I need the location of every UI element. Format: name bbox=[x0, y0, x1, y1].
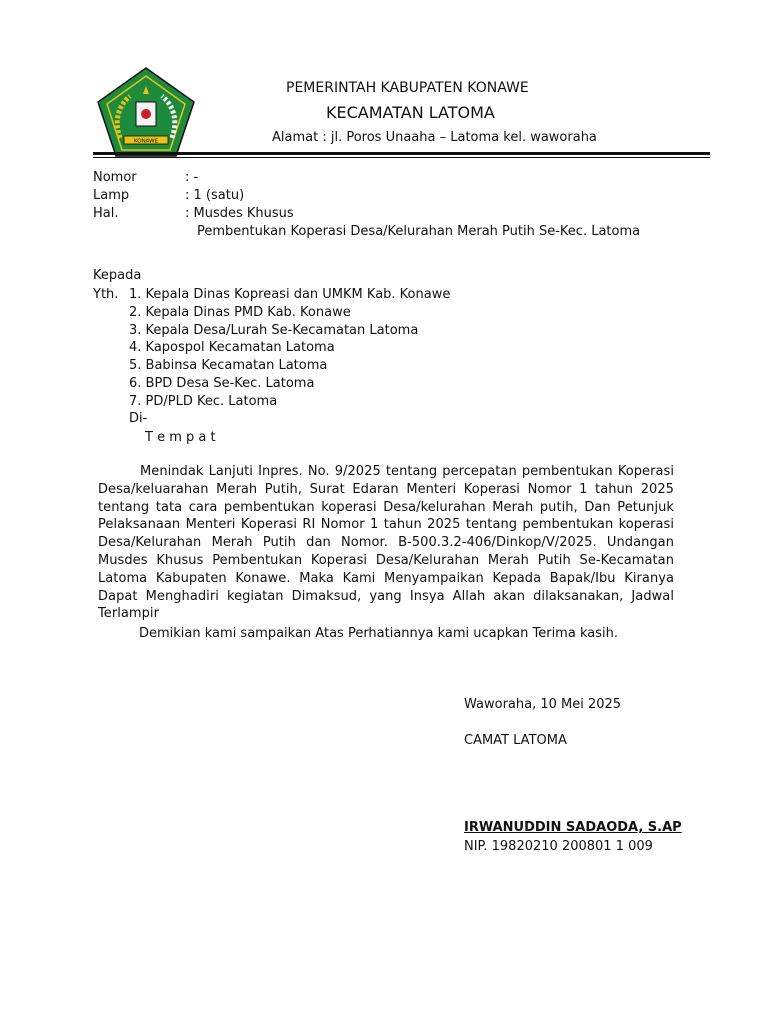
signature-title: CAMAT LATOMA bbox=[464, 733, 567, 748]
signature-place-date: Waworaha, 10 Mei 2025 bbox=[464, 697, 622, 712]
hal-value: : Musdes Khusus bbox=[185, 206, 294, 221]
emblem-ribbon-text: KONAWE bbox=[133, 138, 159, 145]
letterhead-rule-thin bbox=[93, 157, 710, 158]
yth-label: Yth. bbox=[93, 287, 119, 302]
recipient-item: 1. Kepala Dinas Kopreasi dan UMKM Kab. Konawe bbox=[129, 287, 451, 302]
signature-nip: NIP. 19820210 200801 1 009 bbox=[464, 839, 653, 854]
letterhead-address: Alamat : jl. Poros Unaaha – Latoma kel. waworaha bbox=[272, 130, 597, 145]
letterhead-government: PEMERINTAH KABUPATEN KONAWE bbox=[286, 80, 529, 96]
letterhead-district: KECAMATAN LATOMA bbox=[326, 103, 495, 122]
recipient-item: 7. PD/PLD Kec. Latoma bbox=[129, 394, 278, 409]
letterhead-rule-thick bbox=[93, 152, 710, 155]
di-label: Di- bbox=[129, 411, 148, 426]
kepada-label: Kepada bbox=[93, 268, 142, 283]
recipient-item: 2. Kepala Dinas PMD Kab. Konawe bbox=[129, 305, 351, 320]
konawe-regency-emblem bbox=[96, 66, 196, 158]
body-paragraph-2: Demikian kami sampaikan Atas Perhatiannya kami ucapkan Terima kasih. bbox=[139, 626, 618, 641]
hal-value-line2: Pembentukan Koperasi Desa/Kelurahan Merah Putih Se-Kec. Latoma bbox=[197, 224, 641, 239]
nomor-value: : - bbox=[185, 170, 199, 185]
body-paragraph-1: Menindak Lanjuti Inpres. No. 9/2025 tentang percepatan pembentukan Koperasi Desa/keluarahan Merah Putih, Surat Edaran Menteri Koperasi Nomor 1 tahun 2025 tentang tata cara pembentukan koperasi Desa/kelurahan Merah putih, Dan Petunjuk Pelaksanaan Menteri Koperasi RI Nomor 1 tahun 2025 tentang pembentukan koperasi Desa/Kelurahan Merah Putih dan Nomor. B-500.3.2-406/Dinkop/V/2025. Undangan Musdes Khusus Pembentukan Koperasi Desa/Kelurahan Merah Putih Se-Kecamatan Latoma Kabupaten Konawe. Maka Kami Menyampaikan Kepada Bapak/Ibu Kiranya Dapat Menghadiri kegiatan Dimaksud, yang Insya Allah akan dilaksanakan, Jadwal Terlampir bbox=[98, 464, 674, 622]
recipient-item: 5. Babinsa Kecamatan Latoma bbox=[129, 358, 328, 373]
tempat-label: T e m p a t bbox=[145, 430, 216, 445]
recipient-item: 4. Kapospol Kecamatan Latoma bbox=[129, 340, 335, 355]
signature-name: IRWANUDDIN SADAODA, S.AP bbox=[464, 820, 682, 835]
lamp-label: Lamp bbox=[93, 188, 130, 203]
lamp-value: : 1 (satu) bbox=[185, 188, 245, 203]
recipient-item: 6. BPD Desa Se-Kec. Latoma bbox=[129, 376, 315, 391]
hal-label: Hal. bbox=[93, 206, 119, 221]
nomor-label: Nomor bbox=[93, 170, 137, 185]
recipient-item: 3. Kepala Desa/Lurah Se-Kecamatan Latoma bbox=[129, 323, 419, 338]
